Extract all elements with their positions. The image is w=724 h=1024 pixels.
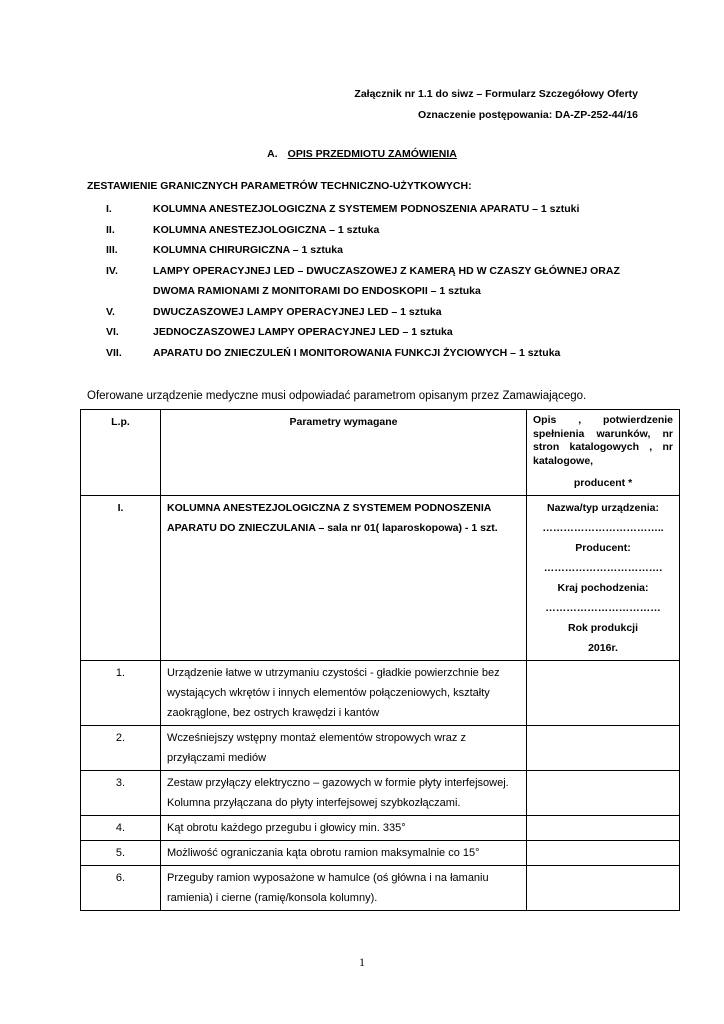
header-description-text: Opis , potwierdzenie spełnienia warunków, nr stron katalogowych , nr katalogowe, <box>533 414 673 467</box>
origin-blank[interactable]: …………………………… <box>545 601 661 614</box>
parameters-list-heading: ZESTAWIENIE GRANICZNYCH PARAMETRÓW TECHNICZNO-UŻYTKOWYCH: <box>87 180 472 192</box>
production-year-value: 2016r. <box>588 641 618 654</box>
parameters-table <box>80 409 680 911</box>
list-item <box>87 220 647 241</box>
row-number: 3. <box>81 770 161 815</box>
row-requirement: Zestaw przyłączy elektryczno – gazowych w formie płyty interfejsowej. Kolumna przyłączana do płyty interfejsowej szybkozłączami. <box>161 770 527 815</box>
production-year-label: Rok produkcji <box>567 621 638 634</box>
row-requirement: Możliwość ograniczania kąta obrotu ramion maksymalnie co 15° <box>161 840 527 865</box>
list-item-text: JEDNOCZASZOWEJ LAMPY OPERACYJNEJ LED – 1 sztuka <box>153 326 453 338</box>
section-heading <box>0 148 724 160</box>
producer-label: Producent: <box>575 541 631 554</box>
row-number: 5. <box>81 840 161 865</box>
intro-paragraph: Oferowane urządzenie medyczne musi odpowiadać parametrom opisanym przez Zamawiającego. <box>87 390 587 402</box>
row-answer-cell[interactable] <box>527 840 680 865</box>
producer-blank[interactable]: ……………………………. <box>543 561 663 574</box>
list-item-text: KOLUMNA ANESTEZJOLOGICZNA – 1 sztuka <box>153 223 380 236</box>
list-item <box>87 302 647 323</box>
table-row <box>81 725 680 770</box>
row-answer-cell[interactable] <box>527 770 680 815</box>
list-item-text: KOLUMNA ANESTEZJOLOGICZNA Z SYSTEMEM PODNOSZENIA APARATU – 1 sztuki <box>153 203 580 215</box>
list-item-text <box>153 261 647 302</box>
list-item-number: III. <box>106 244 118 256</box>
list-item-number: VI. <box>106 326 119 338</box>
attachment-title: Załącznik nr 1.1 do siwz – Formularz Szczegółowy Oferty <box>354 88 638 100</box>
row-requirement: Kąt obrotu każdego przegubu i głowicy min. 335° <box>161 815 527 840</box>
table-section-row <box>81 495 680 660</box>
origin-label: Kraj pochodzenia: <box>557 581 649 594</box>
table-row <box>81 770 680 815</box>
list-item-number: IV. <box>106 264 118 277</box>
row-answer-cell[interactable] <box>527 660 680 725</box>
table-row <box>81 815 680 840</box>
row-answer-cell[interactable] <box>527 815 680 840</box>
row-answer-cell[interactable] <box>527 725 680 770</box>
row-answer-cell[interactable] <box>527 865 680 910</box>
list-item-number: I. <box>106 203 112 215</box>
procedure-reference: Oznaczenie postępowania: DA-ZP-252-44/16 <box>418 109 638 121</box>
list-item-text: DWUCZASZOWEJ LAMPY OPERACYJNEJ LED – 1 sztuka <box>153 305 442 318</box>
row-number: 2. <box>81 725 161 770</box>
list-item-text-line1: LAMPY OPERACYJNEJ LED – DWUCZASZOWEJ Z KAMERĄ HD W CZASZY GŁÓWNEJ ORAZ <box>153 264 620 277</box>
list-item <box>87 240 647 261</box>
list-item-number: V. <box>106 305 115 318</box>
header-params: Parametry wymagane <box>161 410 527 496</box>
list-item <box>87 322 647 343</box>
page-number: 1 <box>359 955 365 969</box>
section-row-title: KOLUMNA ANESTEZJOLOGICZNA Z SYSTEMEM PODNOSZENIA APARATU DO ZNIECZULANIA – sala nr 01( laparoskopowa) - 1 szt. <box>161 495 527 660</box>
table-row <box>81 840 680 865</box>
list-item <box>87 343 647 364</box>
header-description <box>527 410 680 496</box>
row-requirement: Urządzenie łatwe w utrzymaniu czystości - gładkie powierzchnie bez wystających wkrętów i innych elementów połączeniowych, kształty zaokrąglone, bez ostrych krawędzi i kantów <box>161 660 527 725</box>
row-requirement: Wcześniejszy wstępny montaż elementów stropowych wraz z przyłączami mediów <box>161 725 527 770</box>
section-row-number: I. <box>81 495 161 660</box>
row-number: 6. <box>81 865 161 910</box>
table-row <box>81 660 680 725</box>
items-list <box>87 199 647 363</box>
header-lp: L.p. <box>81 410 161 496</box>
table-row <box>81 865 680 910</box>
list-item <box>87 199 647 220</box>
list-item-number: II. <box>106 223 115 236</box>
list-item-text-line2: DWOMA RAMIONAMI Z MONITORAMI DO ENDOSKOPII – 1 sztuka <box>153 285 481 297</box>
device-name-blank[interactable]: …………………………….. <box>542 521 664 534</box>
section-title: OPIS PRZEDMIOTU ZAMÓWIENIA <box>287 148 457 160</box>
row-requirement: Przeguby ramion wyposażone w hamulce (oś główna i na łamaniu ramienia) i cierne (ramię/konsola kolumny). <box>161 865 527 910</box>
device-info-cell <box>527 495 680 660</box>
row-number: 4. <box>81 815 161 840</box>
list-item-text: KOLUMNA CHIRURGICZNA – 1 sztuka <box>153 244 343 256</box>
header-producer: producent * <box>573 477 633 489</box>
device-name-label: Nazwa/typ urządzenia: <box>546 501 660 514</box>
section-letter: A. <box>267 148 278 160</box>
list-item <box>87 261 647 302</box>
row-number: 1. <box>81 660 161 725</box>
list-item-number: VII. <box>106 346 122 359</box>
list-item-text: APARATU DO ZNIECZULEŃ I MONITOROWANIA FUNKCJI ŻYCIOWYCH – 1 sztuka <box>153 346 561 359</box>
table-header-row <box>81 410 680 496</box>
